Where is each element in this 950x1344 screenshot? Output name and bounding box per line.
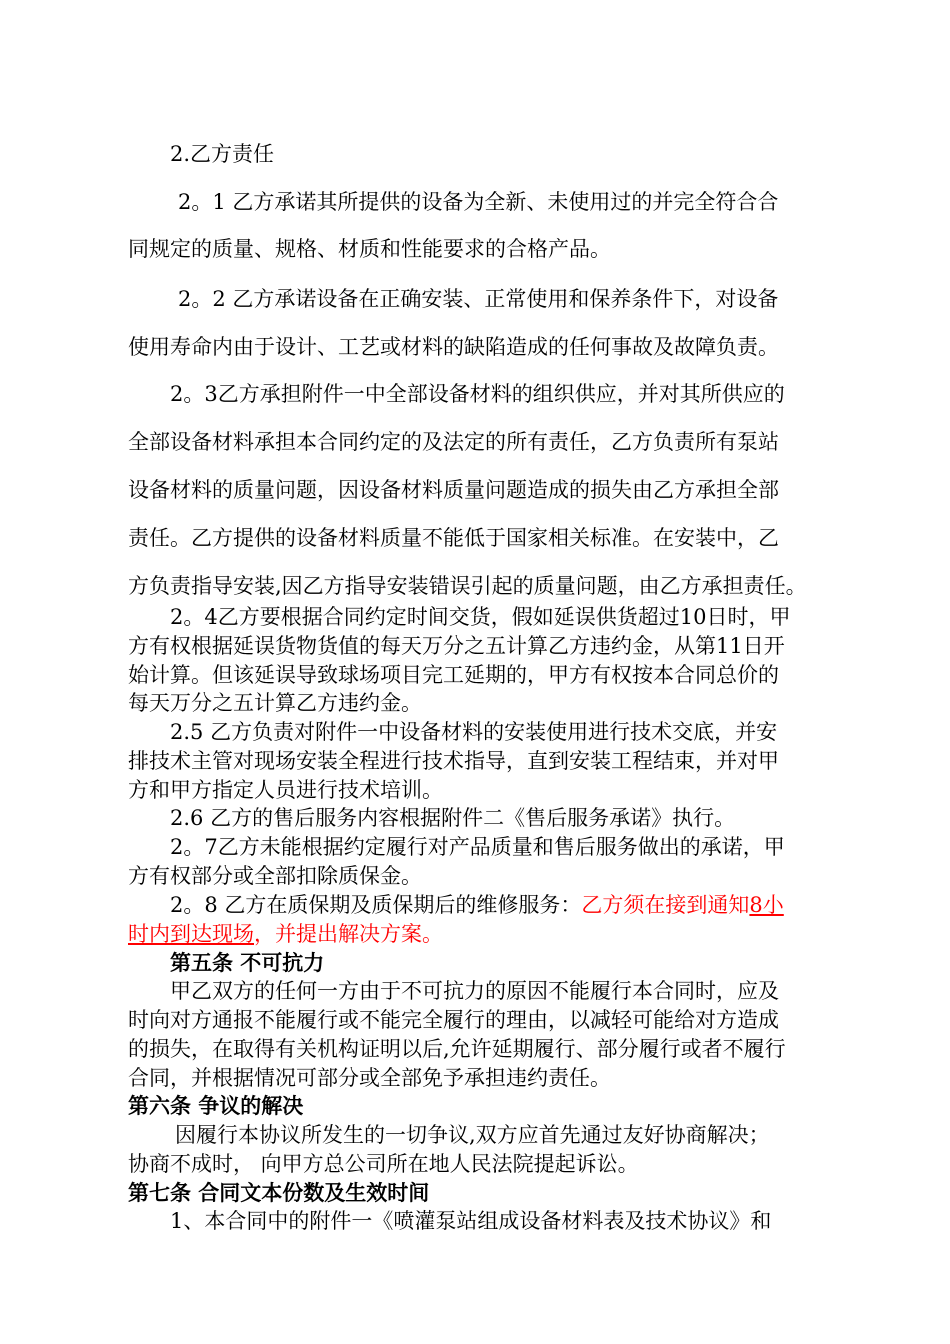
paragraph-line: 时向对方通报不能履行或不能完全履行的理由，以减轻可能给对方造成: [128, 1008, 779, 1032]
paragraph-line: 责任。乙方提供的设备材料质量不能低于国家相关标准。在安装中，乙: [128, 526, 779, 550]
paragraph-line: 每天万分之五计算乙方违约金。: [128, 691, 422, 715]
paragraph-line: 甲乙双方的任何一方由于不可抗力的原因不能履行本合同时，应及: [170, 979, 779, 1003]
clause-2-8-red-underlined: 时内到达现场: [128, 922, 254, 946]
clause-2-8-red-text: 乙方须在接到通知: [581, 893, 750, 917]
clause-2-8-line-2: [128, 920, 443, 948]
paragraph-line: 2。3乙方承担附件一中全部设备材料的组织供应，并对其所供应的: [170, 382, 785, 406]
paragraph-line: 2.5 乙方负责对附件一中设备材料的安装使用进行技术交底，并安: [170, 720, 778, 744]
article-6-title: 第六条 争议的解决: [128, 1094, 304, 1118]
paragraph-line: 方和甲方指定人员进行技术培训。: [128, 778, 443, 802]
paragraph-line: 使用寿命内由于设计、工艺或材料的缺陷造成的任何事故及故障负责。: [128, 335, 779, 359]
paragraph-line: 方有权部分或全部扣除质保金。: [128, 864, 422, 888]
article-7-title: 第七条 合同文本份数及生效时间: [128, 1181, 430, 1205]
paragraph-line: 2。7乙方未能根据约定履行对产品质量和售后服务做出的承诺，甲: [170, 835, 785, 859]
paragraph-line: 2。4乙方要根据合同约定时间交货，假如延误供货超过10日时，甲: [170, 605, 791, 629]
paragraph-line: 2.6 乙方的售后服务内容根据附件二《售后服务承诺》执行。: [170, 806, 736, 830]
clause-2-8-text: 2。8 乙方在质保期及质保期后的维修服务：: [170, 893, 582, 917]
paragraph-line: 方负责指导安装,因乙方指导安装错误引起的质量问题，由乙方承担责任。: [128, 574, 807, 598]
paragraph-line: 的损失，在取得有关机构证明以后,允许延期履行、部分履行或者不履行: [128, 1037, 786, 1061]
article-5-title: 第五条 不可抗力: [170, 951, 325, 975]
clause-2-8-red-text: ，并提出解决方案。: [254, 922, 443, 946]
paragraph-line: 同规定的质量、规格、材质和性能要求的合格产品。: [128, 237, 611, 261]
paragraph-line: 排技术主管对现场安装全程进行技术指导，直到安装工程结束，并对甲: [128, 749, 779, 773]
section-heading: 2.乙方责任: [170, 142, 275, 166]
paragraph-line: 协商不成时， 向甲方总公司所在地人民法院提起诉讼。: [128, 1152, 639, 1176]
paragraph-line: 方有权根据延误货物货值的每天万分之五计算乙方违约金，从第11日开: [128, 634, 785, 658]
clause-2-8-line-1: [170, 891, 784, 919]
clause-2-8-red-underlined: 8小: [749, 893, 784, 917]
paragraph-line: 2。2 乙方承诺设备在正确安装、正常使用和保养条件下，对设备: [178, 287, 779, 311]
paragraph-line: 2。1 乙方承诺其所提供的设备为全新、未使用过的并完全符合合: [178, 190, 779, 214]
paragraph-line: 因履行本协议所发生的一切争议,双方应首先通过友好协商解决；: [175, 1123, 770, 1147]
paragraph-line: 全部设备材料承担本合同约定的及法定的所有责任，乙方负责所有泵站: [128, 430, 779, 454]
paragraph-line: 设备材料的质量问题，因设备材料质量问题造成的损失由乙方承担全部: [128, 478, 779, 502]
paragraph-line: 合同，并根据情况可部分或全部免予承担违约责任。: [128, 1066, 611, 1090]
paragraph-line: 始计算。但该延误导致球场项目完工延期的，甲方有权按本合同总价的: [128, 663, 779, 687]
paragraph-line: 1、本合同中的附件一《喷灌泵站组成设备材料表及技术协议》和: [170, 1209, 772, 1233]
